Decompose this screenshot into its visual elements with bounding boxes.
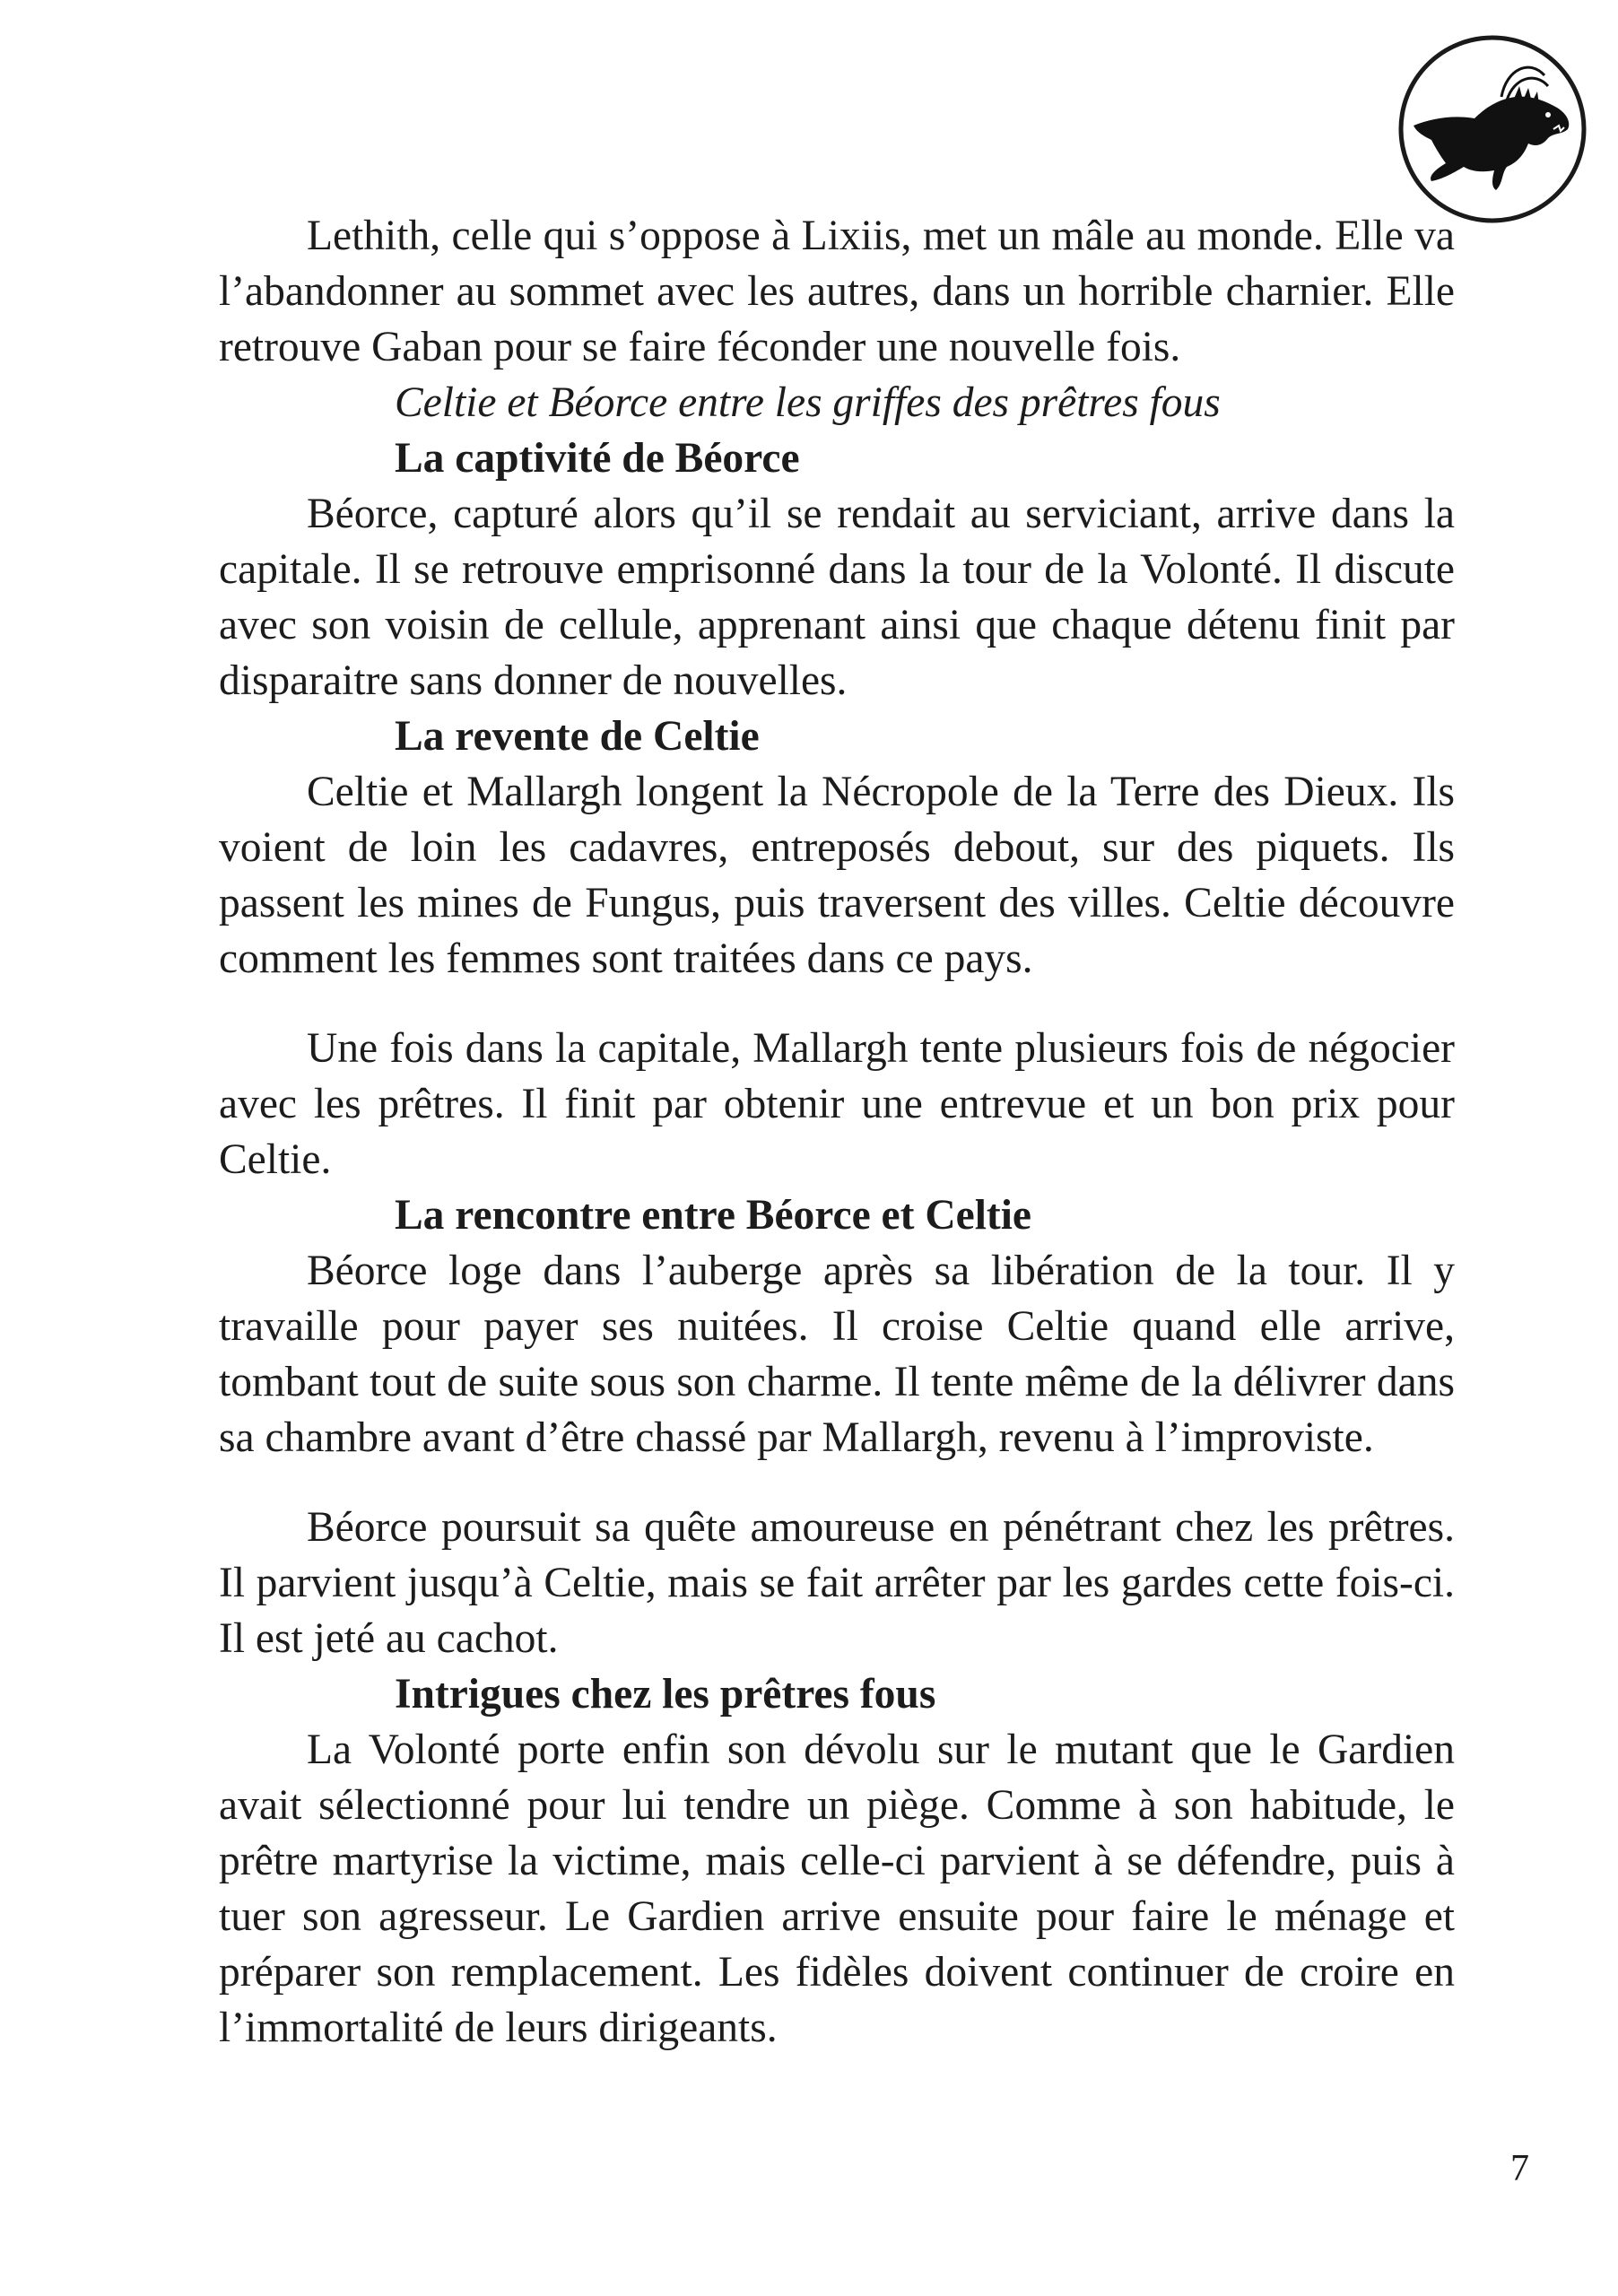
paragraph: Béorce loge dans l’auberge après sa libération de la tour. Il y travaille pour payer ses nuitées. Il croise Celtie quand elle arrive, tombant tout de suite sous son charme. Il tente même de la délivrer dans sa chambre avant d’être chassé par Mallargh, revenu à l’improviste. bbox=[219, 1248, 1455, 1461]
page-body bbox=[219, 208, 1455, 2056]
paragraph: Celtie et Mallargh longent la Nécropole de la Terre des Dieux. Ils voient de loin les cadavres, entreposés debout, sur des piquets. Ils passent les mines de Fungus, puis traversent des villes. Celtie découvre comment les femmes sont traitées dans ce pays. bbox=[219, 769, 1455, 982]
section-captivite bbox=[219, 430, 1455, 709]
subheading: Intrigues chez les prêtres fous bbox=[395, 1671, 936, 1718]
paragraph: La Volonté porte enfin son dévolu sur le mutant que le Gardien avait sélectionné pour lui tendre un piège. Comme à son habitude, le prêtre martyrise la victime, mais celle-ci parvient à se défendre, puis à tuer son agresseur. Le Gardien arrive ensuite pour faire le ménage et préparer son remplacement. Les fidèles doivent continuer de croire en l’immortalité de leurs dirigeants. bbox=[219, 1726, 1455, 2051]
subheading: La captivité de Béorce bbox=[395, 435, 800, 482]
section-intrigues bbox=[219, 1666, 1455, 2056]
paragraph: Béorce poursuit sa quête amoureuse en pénétrant chez les prêtres. Il parvient jusqu’à Celtie, mais se fait arrêter par les gardes cette fois-ci. Il est jeté au cachot. bbox=[219, 1504, 1455, 1662]
section-rencontre bbox=[219, 1187, 1455, 1666]
section-revente bbox=[219, 709, 1455, 1187]
paragraph: Béorce, capturé alors qu’il se rendait au serviciant, arrive dans la capitale. Il se retrouve emprisonné dans la tour de la Volonté. Il discute avec son voisin de cellule, apprenant ainsi que chaque détenu finit par disparaitre sans donner de nouvelles. bbox=[219, 491, 1455, 704]
subheading: La revente de Celtie bbox=[395, 713, 760, 760]
subheading: La rencontre entre Béorce et Celtie bbox=[395, 1192, 1032, 1239]
section-title: Celtie et Béorce entre les griffes des prêtres fous bbox=[395, 379, 1221, 426]
intro-paragraph: Lethith, celle qui s’oppose à Lixiis, met un mâle au monde. Elle va l’abandonner au sommet avec les autres, dans un horrible charnier. Elle retrouve Gaban pour se faire féconder une nouvelle fois. bbox=[219, 213, 1455, 370]
paragraph: Une fois dans la capitale, Mallargh tente plusieurs fois de négocier avec les prêtres. Il finit par obtenir une entrevue et un bon prix pour Celtie. bbox=[219, 1025, 1455, 1183]
running-beast-emblem-icon bbox=[1396, 32, 1589, 226]
page-number: 7 bbox=[1510, 2148, 1529, 2189]
